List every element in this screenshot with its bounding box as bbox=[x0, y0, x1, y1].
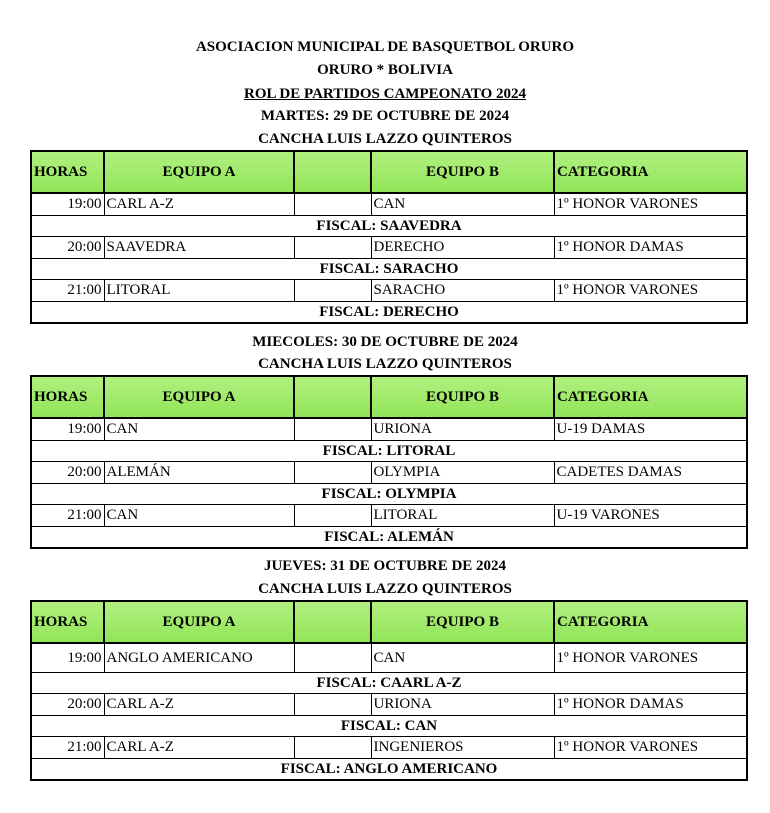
category: CADETES DAMAS bbox=[554, 462, 747, 484]
col-horas: HORAS bbox=[31, 601, 104, 643]
fiscal: FISCAL: ALEMÁN bbox=[31, 527, 747, 549]
fiscal: FISCAL: CAN bbox=[31, 716, 747, 737]
team-a: CAN bbox=[104, 505, 294, 527]
vs-cell bbox=[294, 237, 371, 259]
team-a: LITORAL bbox=[104, 280, 294, 302]
fiscal-row bbox=[31, 716, 747, 737]
day-venue: CANCHA LUIS LAZZO QUINTEROS bbox=[258, 356, 512, 372]
schedule-table bbox=[30, 150, 748, 324]
team-b: URIONA bbox=[371, 694, 554, 716]
fiscal: FISCAL: SAAVEDRA bbox=[31, 216, 747, 237]
fiscal-row bbox=[31, 484, 747, 505]
fiscal-row bbox=[31, 216, 747, 237]
team-b: INGENIEROS bbox=[371, 737, 554, 759]
table-header-row bbox=[31, 151, 747, 193]
category: 1º HONOR DAMAS bbox=[554, 237, 747, 259]
table-row bbox=[31, 280, 747, 302]
col-horas: HORAS bbox=[31, 376, 104, 418]
game-time: 20:00 bbox=[31, 462, 104, 484]
category: 1º HONOR VARONES bbox=[554, 737, 747, 759]
team-b: DERECHO bbox=[371, 237, 554, 259]
game-time: 19:00 bbox=[31, 418, 104, 441]
team-b: OLYMPIA bbox=[371, 462, 554, 484]
fiscal: FISCAL: ANGLO AMERICANO bbox=[31, 759, 747, 781]
col-horas: HORAS bbox=[31, 151, 104, 193]
fiscal-row bbox=[31, 527, 747, 549]
col-categoria: CATEGORIA bbox=[554, 601, 747, 643]
team-a: SAAVEDRA bbox=[104, 237, 294, 259]
location-title: ORURO * BOLIVIA bbox=[317, 62, 453, 78]
fiscal-row bbox=[31, 259, 747, 280]
category: U-19 DAMAS bbox=[554, 418, 747, 441]
fiscal-row bbox=[31, 759, 747, 781]
category: 1º HONOR VARONES bbox=[554, 193, 747, 216]
day-venue: CANCHA LUIS LAZZO QUINTEROS bbox=[258, 131, 512, 147]
team-b: CAN bbox=[371, 643, 554, 673]
game-time: 19:00 bbox=[31, 643, 104, 673]
table-row bbox=[31, 193, 747, 216]
game-time: 21:00 bbox=[31, 737, 104, 759]
fiscal: FISCAL: DERECHO bbox=[31, 302, 747, 324]
team-a: CARL A-Z bbox=[104, 193, 294, 216]
category: 1º HONOR VARONES bbox=[554, 280, 747, 302]
vs-cell bbox=[294, 280, 371, 302]
schedule-table bbox=[30, 600, 748, 781]
team-b: LITORAL bbox=[371, 505, 554, 527]
col-vs bbox=[294, 601, 371, 643]
table-header-row bbox=[31, 601, 747, 643]
vs-cell bbox=[294, 643, 371, 673]
vs-cell bbox=[294, 505, 371, 527]
game-time: 21:00 bbox=[31, 280, 104, 302]
col-equipo-a: EQUIPO A bbox=[104, 601, 294, 643]
vs-cell bbox=[294, 737, 371, 759]
team-b: SARACHO bbox=[371, 280, 554, 302]
game-time: 20:00 bbox=[31, 237, 104, 259]
schedule-title-text: ROL DE PARTIDOS CAMPEONATO 2024 bbox=[244, 86, 526, 102]
col-categoria: CATEGORIA bbox=[554, 376, 747, 418]
category: 1º HONOR VARONES bbox=[554, 643, 747, 673]
table-row bbox=[31, 237, 747, 259]
fiscal-row bbox=[31, 441, 747, 462]
col-vs bbox=[294, 151, 371, 193]
table-row bbox=[31, 505, 747, 527]
col-categoria: CATEGORIA bbox=[554, 151, 747, 193]
col-equipo-b: EQUIPO B bbox=[371, 601, 554, 643]
team-a: ALEMÁN bbox=[104, 462, 294, 484]
table-row bbox=[31, 694, 747, 716]
category: U-19 VARONES bbox=[554, 505, 747, 527]
vs-cell bbox=[294, 694, 371, 716]
team-b: URIONA bbox=[371, 418, 554, 441]
table-header-row bbox=[31, 376, 747, 418]
day-date: JUEVES: 31 DE OCTUBRE DE 2024 bbox=[263, 558, 507, 574]
vs-cell bbox=[294, 193, 371, 216]
team-a: CAN bbox=[104, 418, 294, 441]
team-a: CARL A-Z bbox=[104, 694, 294, 716]
col-vs bbox=[294, 376, 371, 418]
day-date: MIECOLES: 30 DE OCTUBRE DE 2024 bbox=[252, 334, 518, 350]
schedule-table bbox=[30, 375, 748, 549]
col-equipo-b: EQUIPO B bbox=[371, 151, 554, 193]
vs-cell bbox=[294, 462, 371, 484]
table-row bbox=[31, 462, 747, 484]
schedule-title bbox=[0, 85, 770, 103]
fiscal: FISCAL: SARACHO bbox=[31, 259, 747, 280]
association-title: ASOCIACION MUNICIPAL DE BASQUETBOL ORURO bbox=[195, 39, 575, 55]
team-a: CARL A-Z bbox=[104, 737, 294, 759]
category: 1º HONOR DAMAS bbox=[554, 694, 747, 716]
vs-cell bbox=[294, 418, 371, 441]
col-equipo-a: EQUIPO A bbox=[104, 151, 294, 193]
team-b: CAN bbox=[371, 193, 554, 216]
table-row bbox=[31, 737, 747, 759]
fiscal: FISCAL: CAARL A-Z bbox=[31, 673, 747, 694]
day-date: MARTES: 29 DE OCTUBRE DE 2024 bbox=[260, 108, 510, 124]
table-row bbox=[31, 418, 747, 441]
fiscal: FISCAL: OLYMPIA bbox=[31, 484, 747, 505]
day-venue: CANCHA LUIS LAZZO QUINTEROS bbox=[258, 581, 512, 597]
game-time: 20:00 bbox=[31, 694, 104, 716]
table-row bbox=[31, 643, 747, 673]
team-a: ANGLO AMERICANO bbox=[104, 643, 294, 673]
game-time: 21:00 bbox=[31, 505, 104, 527]
fiscal: FISCAL: LITORAL bbox=[31, 441, 747, 462]
col-equipo-a: EQUIPO A bbox=[104, 376, 294, 418]
fiscal-row bbox=[31, 302, 747, 324]
game-time: 19:00 bbox=[31, 193, 104, 216]
col-equipo-b: EQUIPO B bbox=[371, 376, 554, 418]
fiscal-row bbox=[31, 673, 747, 694]
